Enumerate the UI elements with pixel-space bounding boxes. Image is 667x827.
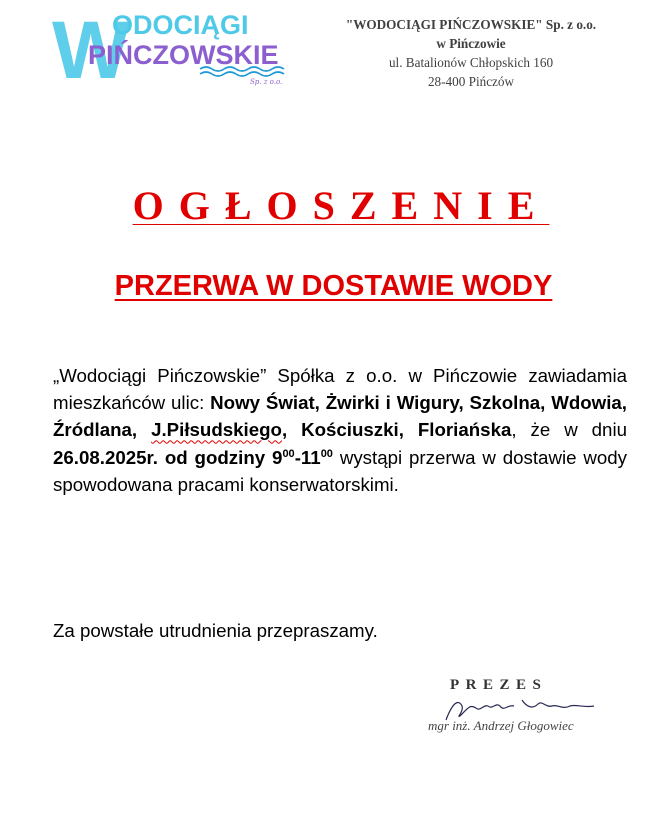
logo-wave-2 [200, 72, 284, 76]
logo-monogram: W [52, 8, 130, 88]
signature-title: PREZES [450, 677, 548, 693]
body-streets-b: J.Piłsudskiego [151, 419, 282, 441]
logo-line2: PIŃCZOWSKIE [88, 40, 279, 70]
company-street: ul. Batalionów Chłopskich 160 [388, 55, 554, 70]
company-city: w Pińczowie [436, 36, 506, 51]
body-date: 26.08.2025r. od godziny [53, 446, 266, 468]
body-comma: , [281, 419, 288, 441]
body-streets-c: Kościuszki, Floriańska [301, 419, 512, 441]
company-postal: 28-400 Pińczów [427, 74, 515, 89]
notice-subtitle: PRZERWA W DOSTAWIE WODY [114, 270, 553, 302]
signature-block [422, 674, 612, 744]
body-mid: , że w dniu [511, 419, 627, 441]
logo-graphic [50, 8, 318, 88]
body-intro: „Wodociągi Pińczowskie” Spółka z o.o. w Pińczowie zawiadamia mieszkańców ulic: [53, 365, 627, 414]
signature-name: mgr inż. Andrzej Głogowiec [428, 718, 574, 733]
body-time: $9^{00}-11^{00}$ [272, 446, 333, 468]
logo-line1: ODOCIĄGI [112, 10, 249, 40]
apology-text: Za powstałe utrudnienia przepraszamy. [53, 620, 378, 641]
notice-title: OGŁOSZENIE [132, 183, 550, 228]
company-name: "WODOCIĄGI PIŃCZOWSKIE" Sp. z o.o. [345, 17, 597, 32]
notice-body [53, 362, 627, 498]
body-outro: wystąpi przerwa w dostawie wody spowodowana pracami konserwatorskimi. [53, 446, 627, 495]
company-address [318, 15, 624, 91]
body-streets-a: Nowy Świat, Żwirki i Wigury, Szkolna, Wdowia, Źródlana, [53, 392, 627, 441]
company-logo [50, 8, 318, 88]
logo-tag: Sp. z o.o. [250, 78, 283, 86]
